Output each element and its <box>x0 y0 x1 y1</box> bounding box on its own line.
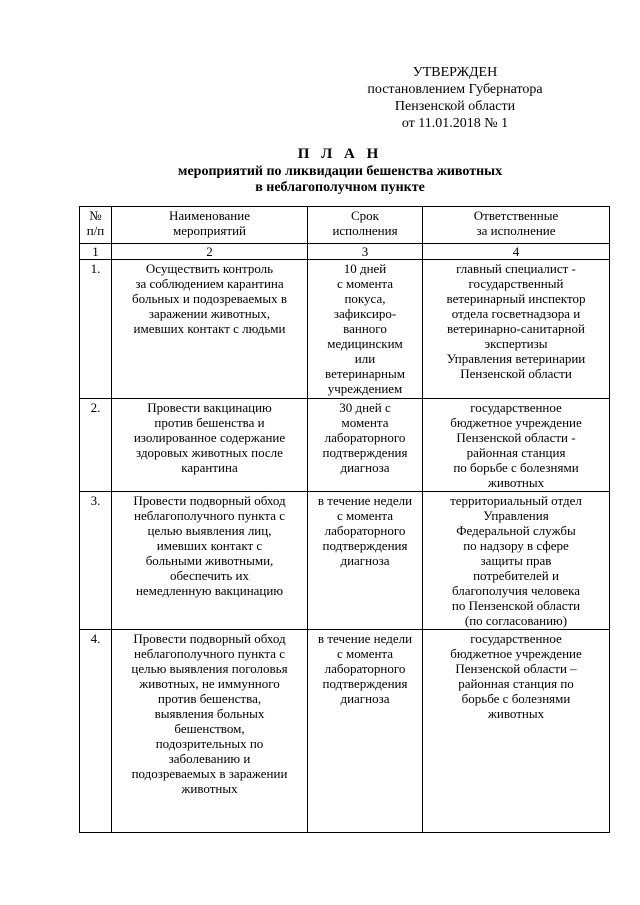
row-term: в течение недели с момента лабораторного подтверждения диагноза <box>308 630 423 833</box>
row-number: 1. <box>80 260 112 399</box>
table-row <box>80 630 610 833</box>
column-number: 2 <box>112 244 308 260</box>
row-responsible: территориальный отдел Управления Федеральной службы по надзору в сфере защиты прав потребителей и благополучия человека по Пензенской области (по согласованию) <box>423 492 610 630</box>
row-term: в течение недели с момента лабораторного подтверждения диагноза <box>308 492 423 630</box>
row-number: 3. <box>80 492 112 630</box>
approval-decree: постановлением Губернатора <box>367 82 543 97</box>
document-title <box>90 146 590 196</box>
row-responsible: государственное бюджетное учреждение Пензенской области – районная станция по борьбе с болезнями животных <box>423 630 610 833</box>
table-row <box>80 399 610 492</box>
header-responsible: Ответственные за исполнение <box>423 207 610 244</box>
column-number: 1 <box>80 244 112 260</box>
column-number: 3 <box>308 244 423 260</box>
column-number: 4 <box>423 244 610 260</box>
approval-stamp <box>340 64 570 132</box>
measures-table <box>79 206 610 833</box>
title-line-1: мероприятий по ликвидации бешенства животных <box>177 164 503 179</box>
row-term: 30 дней с момента лабораторного подтверждения диагноза <box>308 399 423 492</box>
row-action: Провести вакцинацию против бешенства и изолированное содержание здоровых животных после карантина <box>112 399 308 492</box>
table-header-row <box>80 207 610 244</box>
header-action: Наименование мероприятий <box>112 207 308 244</box>
header-term: Срок исполнения <box>308 207 423 244</box>
row-responsible: государственное бюджетное учреждение Пензенской области - районная станция по борьбе с болезнями животных <box>423 399 610 492</box>
column-number-row <box>80 244 610 260</box>
table-row <box>80 260 610 399</box>
header-number: № п/п <box>80 207 112 244</box>
title-line-2: в неблагополучном пункте <box>255 180 425 195</box>
approval-date: от 11.01.2018 № 1 <box>401 116 509 131</box>
row-action: Осуществить контроль за соблюдением карантина больных и подозреваемых в заражении животных, имевших контакт с людьми <box>112 260 308 399</box>
row-term: 10 дней с момента покуса, зафиксиро- ванного медицинским или ветеринарным учреждением <box>308 260 423 399</box>
approval-heading: УТВЕРЖДЕН <box>412 65 498 80</box>
row-responsible: главный специалист - государственный ветеринарный инспектор отдела госветнадзора и ветеринарно-санитарной экспертизы Управления ветеринарии Пензенской области <box>423 260 610 399</box>
row-action: Провести подворный обход неблагополучного пункта с целью выявления лиц, имевших контакт с больными животными, обеспечить их немедленную вакцинацию <box>112 492 308 630</box>
row-action: Провести подворный обход неблагополучного пункта с целью выявления поголовья животных, не иммунного против бешенства, выявления больных бешенством, подозрительных по заболеванию и подозреваемых в заражении животных <box>112 630 308 833</box>
row-number: 2. <box>80 399 112 492</box>
row-number: 4. <box>80 630 112 833</box>
approval-region: Пензенской области <box>394 99 516 114</box>
title-plan: П Л А Н <box>297 146 383 162</box>
table-row <box>80 492 610 630</box>
